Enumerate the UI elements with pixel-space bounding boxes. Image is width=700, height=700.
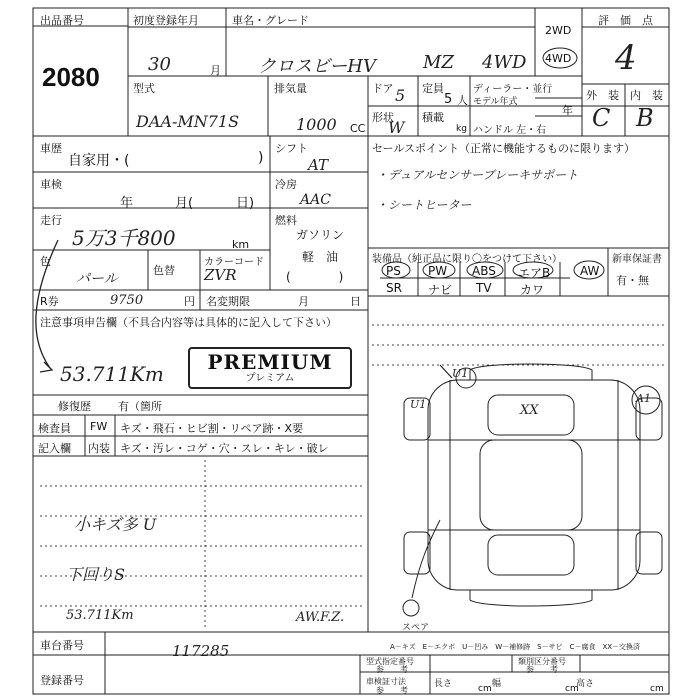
lot-no: 2080 bbox=[42, 62, 100, 92]
car-name: クロスビーHV bbox=[258, 56, 376, 77]
equip-leather: カワ bbox=[520, 283, 545, 297]
cc-unit: CC bbox=[350, 122, 366, 135]
model-year-label: モデル年式 bbox=[473, 97, 518, 107]
grade: MZ bbox=[423, 52, 454, 73]
repair-value: 有（箇所 bbox=[118, 400, 162, 413]
score-label: 評 価 点 bbox=[598, 14, 653, 27]
width-cm: cm bbox=[565, 684, 579, 694]
fuel-light-oil: 軽 油 bbox=[302, 250, 339, 264]
shape: W bbox=[388, 118, 405, 137]
inspection-label: 車検 bbox=[40, 178, 62, 191]
color: パール bbox=[76, 271, 118, 287]
history-close: ) bbox=[258, 150, 264, 166]
first-reg-label: 初度登録年月 bbox=[133, 14, 199, 27]
inspector-label-1: 検査員 bbox=[38, 422, 71, 435]
height-label: 高さ bbox=[576, 679, 595, 689]
spare-label: スペア bbox=[402, 623, 430, 633]
remark-1: 小キズ多 U bbox=[74, 515, 157, 534]
displacement-label: 排気量 bbox=[274, 82, 307, 95]
equip-sr: SR bbox=[386, 281, 402, 295]
color-change-label: 色替 bbox=[153, 264, 175, 277]
premium-stamp bbox=[188, 347, 352, 389]
km-unit: km bbox=[232, 238, 250, 251]
color-code: ZVR bbox=[204, 266, 237, 284]
shape-label: 形状 bbox=[372, 111, 394, 124]
exterior-grade: C bbox=[592, 104, 611, 132]
color-code-label: カラーコード bbox=[204, 257, 264, 268]
equip-tv: TV bbox=[476, 281, 492, 295]
ac: AAC bbox=[300, 192, 331, 208]
ref-label-2: 参 考 bbox=[526, 665, 558, 674]
inspector-label-2: 記入欄 bbox=[38, 442, 71, 455]
selling-points-label: セールスポイント（正常に機能するものに限ります） bbox=[372, 142, 636, 155]
color-label: 色 bbox=[40, 255, 51, 268]
car-diagram bbox=[403, 364, 662, 616]
equip-airbag: エアB bbox=[518, 266, 551, 280]
mileage: 5万3千800 bbox=[72, 226, 176, 250]
model-designation-label: 型式指定番号 bbox=[366, 657, 414, 666]
handle-label: ハンドル 左・右 bbox=[473, 125, 547, 136]
equip-abs: ABS bbox=[472, 264, 496, 278]
repair-label: 修復歴 bbox=[58, 400, 91, 413]
remark-3: 53.711Km bbox=[66, 608, 134, 623]
inspection-year: 年 bbox=[120, 196, 134, 211]
size-label: 車検証寸法 bbox=[366, 677, 406, 686]
interior-grade: B bbox=[636, 104, 654, 132]
model-label: 型式 bbox=[133, 82, 155, 95]
remark-2: 下回りS bbox=[66, 565, 125, 584]
ref-label-3: 参 考 bbox=[376, 686, 408, 695]
warranty-label: 新車保証書 bbox=[612, 254, 662, 265]
year-unit: 年 bbox=[562, 104, 573, 117]
yen-unit: 円 bbox=[184, 295, 195, 308]
int-text: キズ・汚レ・コゲ・穴・スレ・キレ・破レ bbox=[120, 442, 329, 455]
drive: 4WD bbox=[482, 52, 527, 73]
diagram-legend: A－キズ E－エクボ U－凹み W－補修跡 S－サビ C－腐食 XX－交換済 bbox=[390, 643, 641, 651]
equip-pw: PW bbox=[428, 264, 448, 278]
reg-label: 登録番号 bbox=[40, 674, 84, 687]
fuel-gasoline: ガソリン bbox=[296, 228, 345, 242]
diagram-mark-xx: XX bbox=[520, 403, 539, 418]
first-reg-year: 30 bbox=[148, 54, 171, 75]
premium-sub: プレミアム bbox=[245, 373, 295, 384]
name-change-month: 月 bbox=[298, 295, 309, 308]
remark-4: AW.F.Z. bbox=[296, 610, 345, 625]
height-cm: cm bbox=[650, 684, 664, 694]
shift-label: シフト bbox=[275, 142, 308, 155]
month-unit: 月 bbox=[210, 64, 221, 77]
name-change-day: 日 bbox=[350, 295, 361, 308]
warranty-value: 有・無 bbox=[616, 274, 649, 287]
doors-label: ドア bbox=[372, 82, 394, 95]
chassis-number: 117285 bbox=[172, 642, 230, 660]
diagram-mark-u1-top: U1 bbox=[452, 367, 469, 380]
fw-label: FW bbox=[90, 420, 108, 433]
selling-point-2: ・シートヒーター bbox=[376, 198, 472, 212]
equipment-label: 装備品（純正品に限り〇をつけて下さい） bbox=[372, 254, 562, 265]
length-cm: cm bbox=[478, 684, 492, 694]
diagram-mark-a1: A1 bbox=[636, 392, 651, 405]
capacity: 5 bbox=[444, 92, 453, 107]
shift: AT bbox=[308, 156, 329, 174]
car-name-label: 車名・グレード bbox=[232, 14, 309, 27]
r-ticket-label: R券 bbox=[40, 295, 59, 308]
equip-ps: PS bbox=[386, 264, 401, 278]
lot-no-label: 出品番号 bbox=[40, 14, 84, 27]
equip-navi: ナビ bbox=[428, 283, 453, 297]
fuel-other: ( ) bbox=[286, 270, 344, 284]
capacity-label: 定員 bbox=[422, 82, 444, 95]
name-change-label: 名変期限 bbox=[206, 295, 250, 308]
kg-unit: kg bbox=[456, 124, 467, 134]
exterior-label: 外 装 bbox=[586, 89, 619, 102]
ref-label-1: 参 考 bbox=[376, 665, 408, 674]
interior-label: 内 装 bbox=[630, 89, 663, 102]
selling-point-1: ・デュアルセンサーブレーキサポート bbox=[376, 168, 579, 182]
doors: 5 bbox=[395, 86, 406, 105]
fw-text: キズ・飛石・ヒビ割・リペア跡・X要 bbox=[120, 422, 304, 435]
class-label: 類別区分番号 bbox=[518, 657, 566, 666]
ac-label: 冷房 bbox=[275, 178, 297, 191]
width-label: 幅 bbox=[492, 679, 502, 689]
chassis-label: 車台番号 bbox=[40, 639, 84, 652]
fuel-label: 燃料 bbox=[275, 214, 297, 227]
inspection-month: 月( bbox=[175, 196, 194, 211]
notes-label: 注意事項申告欄（不具合内容等は具体的に記入して下さい） bbox=[40, 316, 337, 329]
drive-2wd: 2WD bbox=[545, 24, 572, 37]
length-label: 長さ bbox=[434, 679, 453, 689]
dealer-label: ディーラー・並行 bbox=[473, 84, 553, 95]
r-ticket: 9750 bbox=[110, 293, 144, 308]
diagram-mark-u1-left: U1 bbox=[410, 398, 427, 411]
premium-title: PREMIUM bbox=[207, 350, 333, 374]
drive-4wd: 4WD bbox=[545, 52, 572, 65]
load-label: 積載 bbox=[422, 111, 444, 124]
int-label: 内装 bbox=[88, 442, 110, 455]
notes-mileage: 53.711Km bbox=[60, 362, 164, 386]
mileage-label: 走行 bbox=[40, 214, 62, 227]
displacement: 1000 bbox=[296, 115, 337, 134]
history-value: 自家用・( bbox=[68, 153, 130, 169]
score: 4 bbox=[615, 38, 637, 78]
equip-aw: AW bbox=[580, 264, 600, 278]
history-label: 車歴 bbox=[40, 142, 62, 155]
persons-unit: 人 bbox=[457, 94, 468, 107]
model: DAA-MN71S bbox=[136, 112, 240, 131]
inspection-day: 日) bbox=[236, 196, 255, 211]
